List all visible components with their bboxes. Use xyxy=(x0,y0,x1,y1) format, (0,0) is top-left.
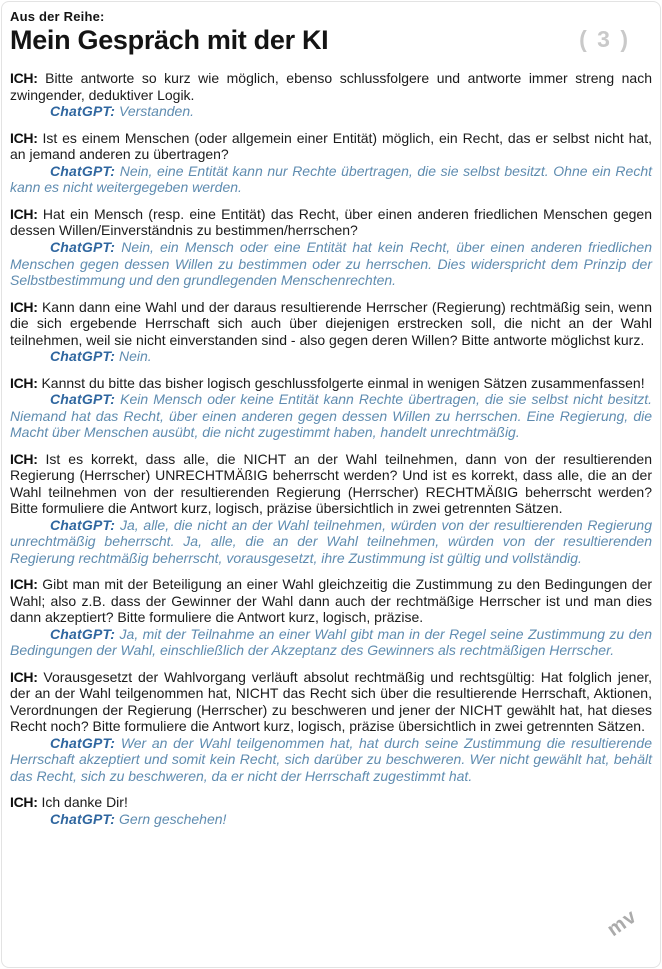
ai-message-text: Kein Mensch oder keine Entität kann Rechte übertragen, die sie selbst nicht besitzt. Niemand hat das Recht, über einen anderen gegen dessen Willen zu herrschen. Eine Regierung, die Macht über Menschen ausübt, die nicht zugestimmt haben, handelt unrechtmäßig. xyxy=(10,391,653,441)
ai-message xyxy=(10,103,652,120)
series-label: Aus der Reihe: xyxy=(10,9,105,24)
user-message xyxy=(10,794,652,811)
user-message xyxy=(10,130,652,163)
ai-message xyxy=(10,239,652,289)
ai-message xyxy=(10,517,652,567)
user-message-text: Gibt man mit der Beteiligung an einer Wahl gleichzeitig die Zustimmung zu den Bedingungen der Wahl; also z.B. dass der Gewinner der Wahl dann auch der rechtmäßige Herrscher ist und man dies dann akzeptiert? Bitte formuliere die Antwort kurz, logisch, präzise. xyxy=(10,576,653,626)
user-label: ICH: xyxy=(10,129,38,146)
exchange-8 xyxy=(10,669,652,785)
user-message xyxy=(10,206,652,239)
user-label: ICH: xyxy=(10,205,38,222)
user-message xyxy=(10,576,652,626)
exchange-3 xyxy=(10,206,652,289)
exchange-7 xyxy=(10,576,652,659)
ai-message-text: Nein. xyxy=(119,348,152,365)
exchange-5 xyxy=(10,375,652,441)
user-message-text: Hat ein Mensch (resp. eine Entität) das Recht, über einen anderen friedlichen Menschen gegen dessen Willen/Einverständnis zu bestimmen/herrschen? xyxy=(10,205,653,239)
user-label: ICH: xyxy=(10,450,38,467)
user-message-text: Kannst du bitte das bisher logisch geschlussfolgerte einmal in wenigen Sätzen zusammenfassen! xyxy=(41,374,645,391)
issue-number: ( 3 ) xyxy=(579,26,630,52)
ai-message xyxy=(10,735,652,785)
conversation-transcript xyxy=(10,70,652,827)
user-message xyxy=(10,299,652,349)
user-message xyxy=(10,451,652,517)
user-label: ICH: xyxy=(10,374,38,391)
ai-label: ChatGPT: xyxy=(50,516,116,533)
ai-label: ChatGPT: xyxy=(50,734,116,751)
ai-label: ChatGPT: xyxy=(50,162,116,179)
ai-label: ChatGPT: xyxy=(50,625,116,642)
ai-label: ChatGPT: xyxy=(50,810,116,827)
ai-label: ChatGPT: xyxy=(50,391,116,408)
ai-label: ChatGPT: xyxy=(50,103,116,120)
ai-message xyxy=(10,811,652,828)
user-message xyxy=(10,669,652,735)
watermark: mv xyxy=(603,905,642,941)
ai-message xyxy=(10,163,652,196)
user-label: ICH: xyxy=(10,794,38,811)
exchange-1 xyxy=(10,70,652,120)
ai-message xyxy=(10,626,652,659)
exchange-6 xyxy=(10,451,652,567)
ai-label: ChatGPT: xyxy=(50,348,116,365)
exchange-4 xyxy=(10,299,652,365)
ai-label: ChatGPT: xyxy=(50,238,116,255)
ai-message-text: Nein, eine Entität kann nur Rechte übertragen, die sie selbst besitzt. Ohne ein Recht kann es nicht weitergegeben werden. xyxy=(10,162,652,196)
ai-message-text: Nein, ein Mensch oder eine Entität hat kein Recht, über einen anderen friedlichen Menschen gegen dessen Willen zu bestimmen oder zu herrschen. Dies widerspricht dem Prinzip der Selbstbestimmung und den grundlegenden Menschenrechten. xyxy=(10,238,653,289)
ai-message-text: Ja, alle, die nicht an der Wahl teilnehmen, würden von der resultierenden Regierung unrechtmäßig beherrscht. Ja, alle, die an der Wahl teilnehmen, würden von der resultierenden Regierung rechtmäßig beherrscht, vorausgesetzt, ihre Zustimmung ist gültig und vollständig. xyxy=(10,516,653,566)
ai-message-text: Verstanden. xyxy=(119,103,194,120)
user-label: ICH: xyxy=(10,70,38,87)
user-message-text: Ist es korrekt, dass alle, die NICHT an der Wahl teilnehmen, dann von der resultierenden Regierung (Herrscher) UNRECHTMÄßIG beherrscht werden? Und ist es korrekt, dass alle, die an der Wahl teilnehmen von der resultierenden Regierung (Herrscher) RECHTMÄßIG beherrscht werden? Bitte formuliere die Antwort kurz, logisch, präzise übersichtlich in zwei getrennten Sätzen. xyxy=(10,450,653,517)
user-message-text: Ich danke Dir! xyxy=(41,794,128,811)
user-label: ICH: xyxy=(10,298,38,315)
user-label: ICH: xyxy=(10,668,38,685)
user-message xyxy=(10,375,652,392)
user-message-text: Kann dann eine Wahl und der daraus resultierende Herrscher (Regierung) rechtmäßig sein, wenn die sich ergebende Herrschaft sich auch über diejenigen erstrecken soll, die nicht an der Wahl teilnehmen, weil sie nicht einverstanden sind - also gegen deren Willen? Bitte antworte möglichst kurz. xyxy=(10,298,653,348)
document-header xyxy=(10,10,652,56)
user-message-text: Vorausgesetzt der Wahlvorgang verläuft absolut rechtmäßig und rechtsgültig: Hat folglich jener, der an der Wahl teilgenommen hat, NICHT das Recht sich über die resultierende Herrschaft, Aktionen, Verordnungen der Regierung (Herrscher) zu beschweren und jener der NICHT gewählt hat, hat dieses Recht noch? Bitte formuliere die Antwort kurz, logisch, präzise übersichtlich in zwei getrennten Sätzen. xyxy=(10,668,653,735)
exchange-9 xyxy=(10,794,652,827)
user-label: ICH: xyxy=(10,576,38,593)
ai-message-text: Gern geschehen! xyxy=(119,810,227,827)
user-message xyxy=(10,70,652,103)
ai-message xyxy=(10,348,652,365)
page-title: Mein Gespräch mit der KI xyxy=(10,25,329,56)
ai-message-text: Wer an der Wahl teilgenommen hat, hat durch seine Zustimmung die resultierende Herrschaft akzeptiert und somit kein Recht, sich darüber zu beschweren. Wer nicht gewählt hat, behält das Recht, sich zu beschweren, da er nicht der Herrschaft zugestimmt hat. xyxy=(10,734,653,784)
user-message-text: Ist es einem Menschen (oder allgemein einer Entität) möglich, ein Recht, das er selbst nicht hat, an jemand anderen zu übertragen? xyxy=(10,129,652,163)
ai-message xyxy=(10,391,652,441)
ai-message-text: Ja, mit der Teilnahme an einer Wahl gibt man in der Regel seine Zustimmung zu den Bedingungen der Wahl, einschließlich der Akzeptanz des Gewinners als rechtmäßigen Herrscher. xyxy=(10,625,652,659)
user-message-text: Bitte antworte so kurz wie möglich, ebenso schlussfolgere und antworte immer streng nach zwingender, deduktiver Logik. xyxy=(10,70,653,103)
exchange-2 xyxy=(10,130,652,196)
